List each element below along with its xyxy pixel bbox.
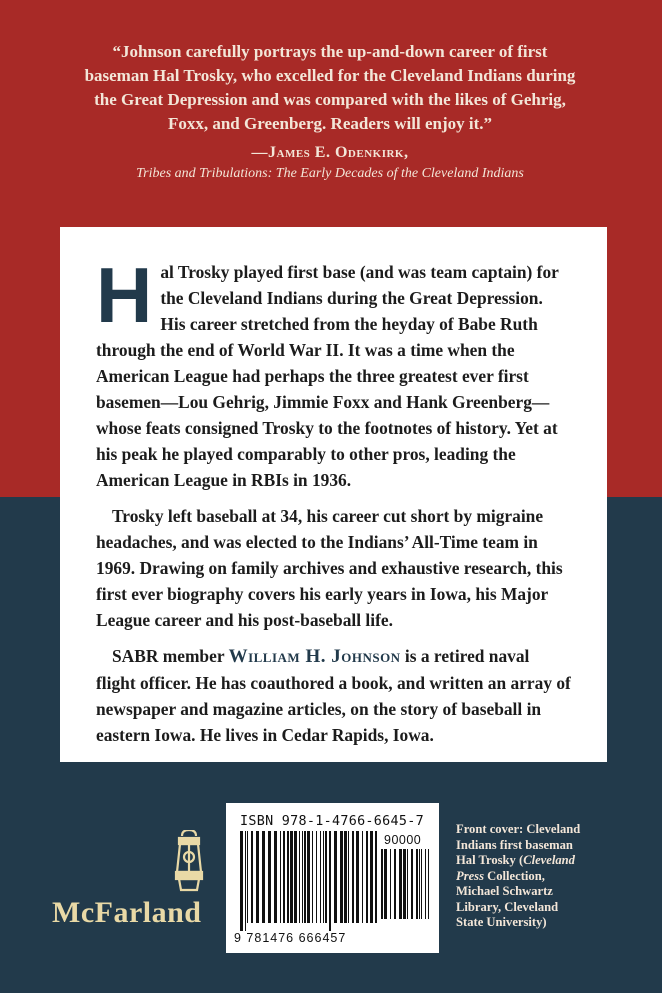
blurb-source: Tribes and Tribulations: The Early Decades of the Cleveland Indians [136, 166, 524, 181]
barcode-bar [334, 831, 337, 923]
barcode-bar [356, 831, 359, 923]
barcode-bar [344, 831, 347, 923]
barcode-bar [320, 831, 321, 923]
caption-italic: Cleveland Press [456, 853, 575, 883]
barcode-bar [287, 831, 289, 923]
barcode-bar [325, 831, 327, 923]
barcode-bar [307, 831, 310, 923]
barcode-bar [425, 849, 426, 919]
barcode-bar [407, 849, 408, 919]
barcode-bar [366, 831, 368, 923]
publisher-name: McFarland [52, 896, 202, 929]
barcode-bar [280, 831, 281, 923]
barcode-bar [421, 849, 422, 919]
barcode-bar [240, 831, 243, 931]
barcode-bar [312, 831, 313, 923]
cover-caption [456, 822, 586, 931]
blurb-author: —James E. Odenkirk, [251, 144, 409, 161]
barcode-bar [247, 831, 248, 923]
barcode-digits: 9 781476 666457 [234, 931, 347, 945]
barcode-bar [352, 831, 354, 923]
barcode-bar [251, 831, 253, 923]
barcode-bar [302, 831, 303, 923]
price-barcode-bars [381, 849, 429, 927]
review-blurb [80, 40, 580, 182]
caption-start: Front cover: Cleveland Indians first baseman Hal Trosky ( [456, 822, 581, 867]
blurb-quote: “Johnson carefully portrays the up-and-down career of first baseman Hal Trosky, who excelled for the Cleveland Indians during the Great Depression and was compared with the likes of Gehrig, Foxx, and Greenberg. Readers will enjoy it.” [84, 42, 576, 133]
barcode-bar [268, 831, 271, 923]
drop-cap: H [96, 251, 153, 339]
barcode-bar [411, 849, 413, 919]
barcode-bar [419, 849, 420, 919]
barcode-bar [348, 831, 349, 923]
barcode-bar [283, 831, 285, 923]
author-name: William H. Johnson [228, 646, 401, 667]
barcode-bar [290, 831, 293, 923]
author-bio-paragraph [96, 643, 571, 748]
isbn-label: ISBN 978-1-4766-6645-7 [240, 814, 424, 829]
publisher-logo [52, 830, 222, 940]
barcode-bar [384, 849, 387, 919]
barcode-bar [381, 849, 383, 919]
barcode-bar [316, 831, 317, 923]
barcode-bar [274, 831, 277, 923]
description-panel [60, 227, 607, 762]
barcode-bar [416, 849, 418, 919]
bio-prefix: SABR member [112, 646, 229, 666]
isbn-barcode [226, 803, 439, 953]
barcode-bar [375, 831, 377, 923]
barcode-bar [390, 849, 391, 919]
barcode-bar [399, 849, 402, 919]
lamp-icon [172, 830, 206, 892]
barcode-bar [323, 831, 324, 923]
description-paragraph-1 [96, 251, 571, 493]
barcode-bar [340, 831, 343, 923]
barcode-bar [256, 831, 259, 923]
barcode-bar [370, 831, 373, 923]
barcode-bar [362, 831, 363, 923]
barcode-bars [240, 831, 378, 931]
barcode-bar [262, 831, 265, 923]
barcode-bar [403, 849, 406, 919]
barcode-bar [428, 849, 429, 919]
caption-end: Collection, Michael Schwartz Library, Cleveland State University) [456, 868, 559, 929]
barcode-bar [299, 831, 300, 923]
barcode-bar [304, 831, 306, 923]
barcode-bar [294, 831, 297, 923]
bio-text: is a retired naval flight officer. He has coauthored a book, and written an array of newspaper and magazine articles, on the story of baseball in eastern Iowa. He lives in Cedar Rapids, Iowa. [96, 646, 571, 745]
price-code: 90000 [384, 833, 422, 847]
barcode-bar [329, 831, 331, 931]
barcode-bar [245, 831, 246, 931]
description-paragraph-2: Trosky left baseball at 34, his career cut short by migraine headaches, and was elected to the Indians’ All-Time team in 1969. Drawing on family archives and exhaustive research, this first ever biography covers his early years in Iowa, his Major League career and his post-baseball life. [96, 506, 563, 630]
barcode-bar [394, 849, 396, 919]
paragraph-1-text: al Trosky played first base (and was team captain) for the Cleveland Indians during the Great Depression. His career stretched from the heyday of Babe Ruth through the end of World War II. It was a time when the American League had perhaps the three greatest ever first basemen—Lou Gehrig, Jimmie Foxx and Hank Greenberg—whose feats consigned Trosky to the footnotes of history. Yet at his peak he played comparably to other pros, leading the American League in RBIs in 1936. [96, 262, 559, 490]
